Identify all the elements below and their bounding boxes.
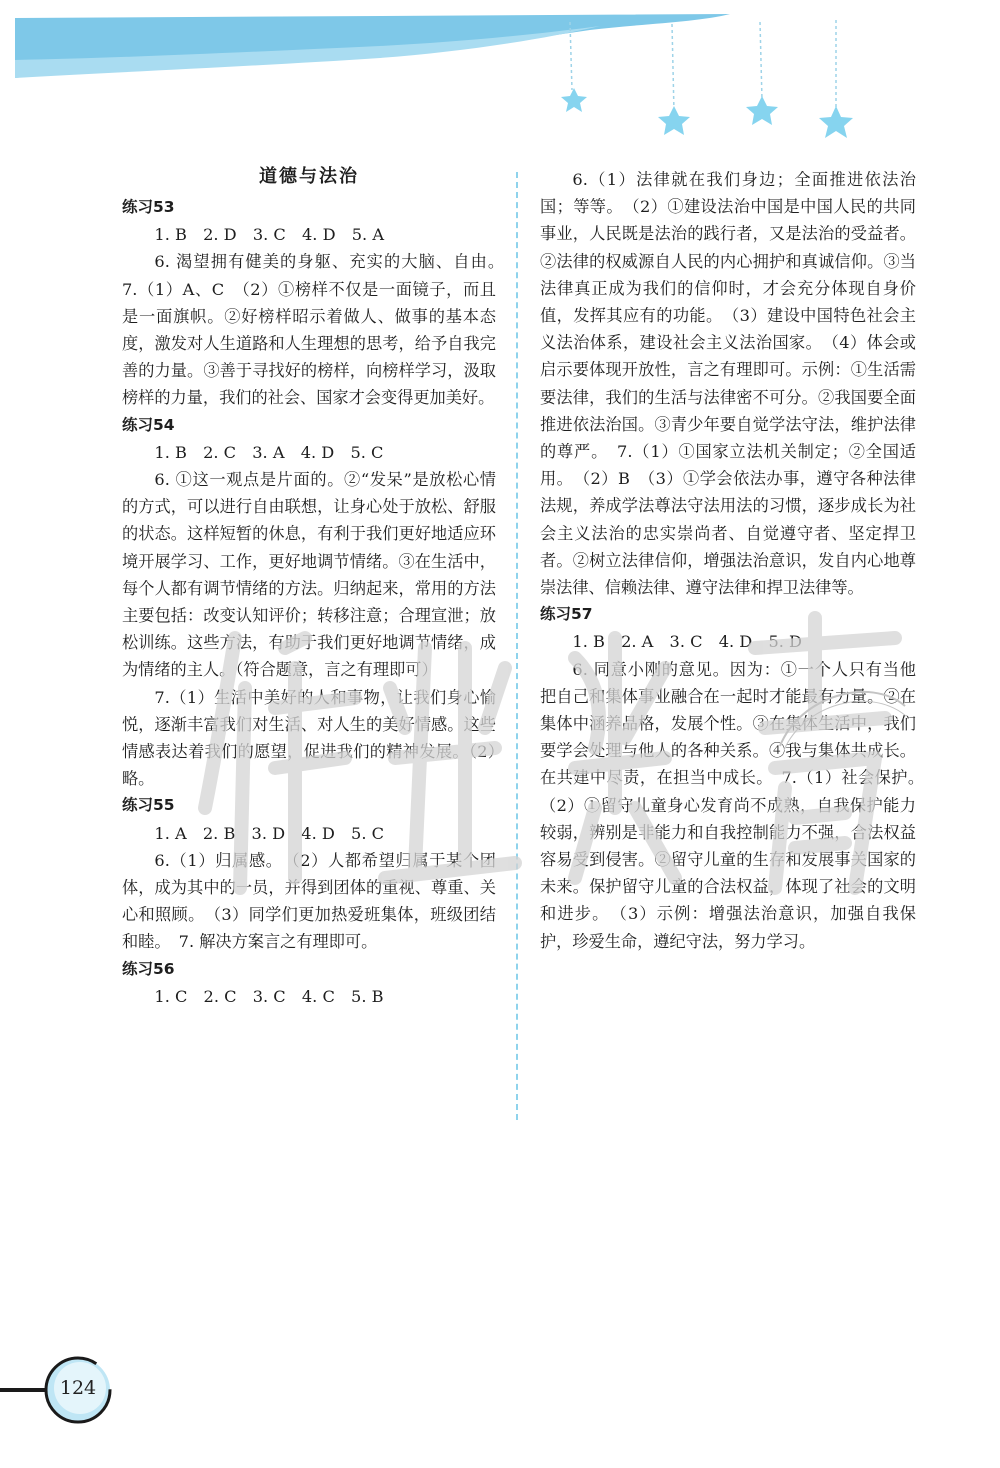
page-title: 道德与法治 <box>259 166 359 187</box>
section-title: 练习55 <box>122 796 175 815</box>
answer-paragraph: 1. C 2. C 3. C 4. C 5. B <box>154 986 384 1006</box>
answer-paragraph: 1. A 2. B 3. D 4. D 5. C <box>154 823 385 843</box>
stamp-arc <box>770 676 910 756</box>
left-column <box>122 162 513 1010</box>
answer-paragraph: 6.（1）法律就在我们身边；全面推进依法治国；等等。 （2）①建设法治中国是中国人民的共同事业，人民既是法治的践行者，又是法治的受益者。②法律的权威源自人民的内心拥护和真诚信仰。③当法律真正成为我们的信仰时，才会充分体现自身价值，发挥其应有的功能。 （3）建设中国特色社会主义法治体系，建设社会主义法治国家。 （4）体会或启示要体现开放性，言之有理即可。示例：①生活需要法律，我们的生活与法律密不可分。②我国要全面推进依法治国。③青少年要自觉学法守法，维护法律的尊严。 7.（1）①国家立法机关制定；②全国适用。 （2）B （3）①学会依法办事，遵守各种法律法规，养成学法尊法守法用法的习惯，逐步成长为社会主义法治的忠实崇尚者、自觉遵守者、坚定捍卫者。②树立法律信仰，增强法治意识，发自内心地尊崇法律、信赖法律、遵守法律和捍卫法律等。 <box>540 170 916 598</box>
section-title: 练习54 <box>122 415 175 434</box>
answer-paragraph: 7.（1）生活中美好的人和事物，让我们身心愉悦，逐渐丰富我们对生活、对人生的美好情感。这些情感表达着我们的愿望，促进我们的精神发展。（2）略。 <box>122 687 496 789</box>
star-icon <box>746 96 778 125</box>
section-title: 练习57 <box>540 605 593 624</box>
right-column <box>540 162 933 955</box>
section-title: 练习53 <box>122 198 175 216</box>
answer-paragraph: 6. 渴望拥有健美的身躯、充实的大脑、自由。 7.（1）A、C （2）①榜样不仅是一面镜子，而且是一面旗帜。②好榜样昭示着做人、做事的基本态度，激发对人生道路和人生理想的思考，给予自我完善的力量。③善于寻找好的榜样，向榜样学习，汲取榜样的力量，我们的社会、国家才会变得更加美好。 <box>122 252 513 408</box>
star-icon <box>658 106 690 135</box>
answer-paragraph: 1. B 2. A 3. C 4. D 5. D <box>572 632 803 652</box>
answer-paragraph: 6. ①这一观点是片面的。②“发呆”是放松心情的方式，可以进行自由联想，让身心处于放松、舒服的状态。这样短暂的休息，有利于我们更好地适应环境开展学习、工作，更好地调节情绪。③在生活中，每个人都有调节情绪的方法。归纳起来，常用的方法主要包括：改变认知评价；转移注意；合理宣泄；放松训练。这些方法，有助于我们更好地调节情绪，成为情绪的主人。（符合题意，言之有理即可） <box>122 470 496 680</box>
answer-paragraph: 6. 同意小刚的意见。因为：①一个人只有当他把自己和集体事业融合在一起时才能最有力量。②在集体中涵养品格，发展个性。③在集体生活中，我们要学会处理与他人的各种关系。④我与集体共成长。在共建中尽责，在担当中成长。 7.（1）社会保护。 （2）①留守儿童身心发育尚不成熟，自我保护能力较弱，辨别是非能力和自我控制能力不强，合法权益容易受到侵害。②留守儿童的生存和发展事关国家的未来。保护留守儿童的合法权益，体现了社会的文明和进步。 （3）示例：增强法治意识，加强自我保护，珍爱生命，遵纪守法，努力学习。 <box>540 659 933 951</box>
top-banner <box>0 0 1000 170</box>
star-string <box>760 22 762 100</box>
column-divider <box>516 172 518 1120</box>
star-string <box>672 24 674 112</box>
watermark-stamp <box>770 676 910 756</box>
star-icon <box>819 106 853 138</box>
answer-paragraph: 6.（1）归属感。 （2）人都希望归属于某个团体，成为其中的一员，并得到团体的重视、尊重、关心和照顾。 （3）同学们更加热爱班集体，班级团结和睦。 7. 解决方案言之有理即可。 <box>122 850 496 952</box>
star-icon <box>561 88 587 112</box>
page-number: 124 <box>59 1377 97 1399</box>
answer-paragraph: 1. B 2. C 3. A 4. D 5. C <box>154 442 384 462</box>
answer-paragraph: 1. B 2. D 3. C 4. D 5. A <box>154 225 385 245</box>
section-title: 练习56 <box>122 959 175 978</box>
